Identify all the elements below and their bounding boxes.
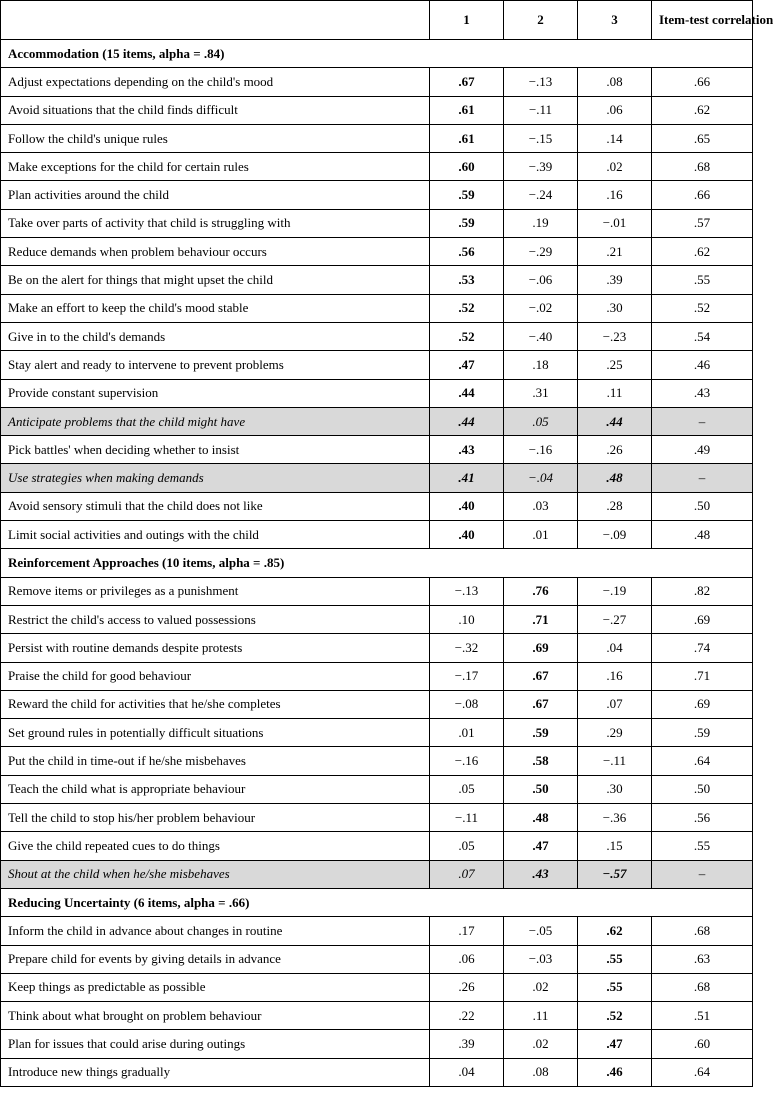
factor-1-loading: .61 <box>430 96 504 124</box>
factor-3-loading: .06 <box>578 96 652 124</box>
factor-1-loading: .60 <box>430 153 504 181</box>
item-test-correlation: .62 <box>652 238 753 266</box>
item-label: Limit social activities and outings with the child <box>1 521 430 549</box>
table-row <box>1 945 753 973</box>
factor-1-loading: .41 <box>430 464 504 492</box>
section-title: Accommodation (15 items, alpha = .84) <box>1 40 753 68</box>
table-row <box>1 775 753 803</box>
factor-3-loading: .44 <box>578 407 652 435</box>
factor-1-loading: .05 <box>430 775 504 803</box>
factor-1-loading: .39 <box>430 1030 504 1058</box>
table-row <box>1 492 753 520</box>
factor-3-loading: .11 <box>578 379 652 407</box>
item-test-correlation: .48 <box>652 521 753 549</box>
item-label: Avoid sensory stimuli that the child does not like <box>1 492 430 520</box>
factor-3-loading: .02 <box>578 153 652 181</box>
factor-2-loading: .18 <box>504 351 578 379</box>
factor-3-loading: .16 <box>578 181 652 209</box>
factor-1-loading: −.11 <box>430 804 504 832</box>
table-row <box>1 436 753 464</box>
item-test-correlation: .55 <box>652 266 753 294</box>
factor-2-loading: .03 <box>504 492 578 520</box>
item-test-correlation: .71 <box>652 662 753 690</box>
item-test-correlation: .65 <box>652 124 753 152</box>
header-factor-3: 3 <box>578 1 652 40</box>
factor-2-loading: .31 <box>504 379 578 407</box>
factor-2-loading: .69 <box>504 634 578 662</box>
item-label: Reward the child for activities that he/she completes <box>1 690 430 718</box>
factor-3-loading: −.27 <box>578 605 652 633</box>
item-label: Reduce demands when problem behaviour occurs <box>1 238 430 266</box>
table-row <box>1 1058 753 1086</box>
table-row <box>1 96 753 124</box>
item-label: Prepare child for events by giving details in advance <box>1 945 430 973</box>
table-row <box>1 690 753 718</box>
item-label: Think about what brought on problem behaviour <box>1 1002 430 1030</box>
item-label: Put the child in time-out if he/she misbehaves <box>1 747 430 775</box>
factor-1-loading: .40 <box>430 492 504 520</box>
factor-3-loading: −.11 <box>578 747 652 775</box>
item-label: Adjust expectations depending on the child's mood <box>1 68 430 96</box>
item-test-correlation: .55 <box>652 832 753 860</box>
item-test-correlation: .63 <box>652 945 753 973</box>
table-row <box>1 181 753 209</box>
item-test-correlation: .46 <box>652 351 753 379</box>
item-label: Keep things as predictable as possible <box>1 973 430 1001</box>
factor-2-loading: .50 <box>504 775 578 803</box>
factor-2-loading: −.06 <box>504 266 578 294</box>
item-test-correlation: .50 <box>652 775 753 803</box>
factor-1-loading: .56 <box>430 238 504 266</box>
table-row <box>1 1002 753 1030</box>
table-row <box>1 973 753 1001</box>
item-label: Follow the child's unique rules <box>1 124 430 152</box>
factor-3-loading: .25 <box>578 351 652 379</box>
item-label: Avoid situations that the child finds difficult <box>1 96 430 124</box>
factor-3-loading: .14 <box>578 124 652 152</box>
factor-2-loading: −.29 <box>504 238 578 266</box>
item-label: Take over parts of activity that child is struggling with <box>1 209 430 237</box>
item-test-correlation: .64 <box>652 1058 753 1086</box>
factor-2-loading: .47 <box>504 832 578 860</box>
item-test-correlation: .66 <box>652 68 753 96</box>
item-test-correlation: .64 <box>652 747 753 775</box>
factor-2-loading: .59 <box>504 719 578 747</box>
factor-1-loading: .40 <box>430 521 504 549</box>
factor-3-loading: .55 <box>578 945 652 973</box>
table-row <box>1 464 753 492</box>
header-row <box>1 1 753 40</box>
item-test-correlation: .60 <box>652 1030 753 1058</box>
table-row <box>1 747 753 775</box>
table-row <box>1 634 753 662</box>
section-header-row <box>1 549 753 577</box>
factor-1-loading: .52 <box>430 322 504 350</box>
item-test-correlation: – <box>652 860 753 888</box>
item-label: Plan for issues that could arise during outings <box>1 1030 430 1058</box>
item-test-correlation: .69 <box>652 605 753 633</box>
item-test-correlation: .54 <box>652 322 753 350</box>
factor-1-loading: .52 <box>430 294 504 322</box>
item-label: Introduce new things gradually <box>1 1058 430 1086</box>
item-label: Persist with routine demands despite protests <box>1 634 430 662</box>
factor-3-loading: .30 <box>578 775 652 803</box>
item-test-correlation: .57 <box>652 209 753 237</box>
factor-3-loading: .29 <box>578 719 652 747</box>
factor-3-loading: −.23 <box>578 322 652 350</box>
factor-1-loading: .59 <box>430 181 504 209</box>
item-label: Be on the alert for things that might upset the child <box>1 266 430 294</box>
factor-2-loading: .01 <box>504 521 578 549</box>
table-row <box>1 521 753 549</box>
factor-1-loading: .05 <box>430 832 504 860</box>
item-label: Shout at the child when he/she misbehaves <box>1 860 430 888</box>
factor-1-loading: .10 <box>430 605 504 633</box>
table-row <box>1 322 753 350</box>
factor-2-loading: −.05 <box>504 917 578 945</box>
factor-1-loading: .26 <box>430 973 504 1001</box>
table-row <box>1 124 753 152</box>
item-label: Give in to the child's demands <box>1 322 430 350</box>
factor-3-loading: .28 <box>578 492 652 520</box>
factor-1-loading: −.32 <box>430 634 504 662</box>
factor-3-loading: .46 <box>578 1058 652 1086</box>
factor-2-loading: .11 <box>504 1002 578 1030</box>
factor-3-loading: .55 <box>578 973 652 1001</box>
factor-3-loading: −.36 <box>578 804 652 832</box>
table-row <box>1 153 753 181</box>
table-row <box>1 804 753 832</box>
factor-2-loading: −.03 <box>504 945 578 973</box>
factor-2-loading: .43 <box>504 860 578 888</box>
factor-2-loading: .48 <box>504 804 578 832</box>
factor-1-loading: .59 <box>430 209 504 237</box>
factor-1-loading: −.13 <box>430 577 504 605</box>
item-test-correlation: .68 <box>652 917 753 945</box>
factor-3-loading: .16 <box>578 662 652 690</box>
factor-2-loading: .19 <box>504 209 578 237</box>
factor-1-loading: .07 <box>430 860 504 888</box>
header-factor-1: 1 <box>430 1 504 40</box>
factor-2-loading: −.02 <box>504 294 578 322</box>
section-title: Reducing Uncertainty (6 items, alpha = .66) <box>1 888 753 916</box>
factor-1-loading: .61 <box>430 124 504 152</box>
item-test-correlation: – <box>652 464 753 492</box>
item-label: Use strategies when making demands <box>1 464 430 492</box>
item-label: Set ground rules in potentially difficult situations <box>1 719 430 747</box>
table-row <box>1 577 753 605</box>
factor-1-loading: −.17 <box>430 662 504 690</box>
table-row <box>1 1030 753 1058</box>
table-row <box>1 860 753 888</box>
factor-3-loading: .21 <box>578 238 652 266</box>
header-item <box>1 1 430 40</box>
table-body <box>1 40 753 1087</box>
item-test-correlation: .56 <box>652 804 753 832</box>
item-label: Give the child repeated cues to do things <box>1 832 430 860</box>
table-row <box>1 209 753 237</box>
factor-1-loading: .67 <box>430 68 504 96</box>
factor-2-loading: −.11 <box>504 96 578 124</box>
table-row <box>1 238 753 266</box>
factor-3-loading: .07 <box>578 690 652 718</box>
item-test-correlation: .59 <box>652 719 753 747</box>
item-test-correlation: .49 <box>652 436 753 464</box>
factor-2-loading: −.15 <box>504 124 578 152</box>
table-row <box>1 662 753 690</box>
section-title: Reinforcement Approaches (10 items, alpha = .85) <box>1 549 753 577</box>
table-row <box>1 351 753 379</box>
factor-1-loading: .43 <box>430 436 504 464</box>
item-test-correlation: .52 <box>652 294 753 322</box>
item-test-correlation: .68 <box>652 973 753 1001</box>
factor-2-loading: .67 <box>504 690 578 718</box>
factor-2-loading: −.04 <box>504 464 578 492</box>
factor-1-loading: .53 <box>430 266 504 294</box>
item-test-correlation: .43 <box>652 379 753 407</box>
item-label: Make an effort to keep the child's mood stable <box>1 294 430 322</box>
item-label: Inform the child in advance about changes in routine <box>1 917 430 945</box>
factor-3-loading: −.19 <box>578 577 652 605</box>
item-test-correlation: – <box>652 407 753 435</box>
factor-2-loading: .02 <box>504 973 578 1001</box>
factor-1-loading: .47 <box>430 351 504 379</box>
factor-1-loading: .17 <box>430 917 504 945</box>
factor-2-loading: −.40 <box>504 322 578 350</box>
factor-2-loading: .76 <box>504 577 578 605</box>
table-row <box>1 407 753 435</box>
item-test-correlation: .51 <box>652 1002 753 1030</box>
table-row <box>1 68 753 96</box>
item-label: Provide constant supervision <box>1 379 430 407</box>
item-test-correlation: .82 <box>652 577 753 605</box>
item-label: Pick battles' when deciding whether to insist <box>1 436 430 464</box>
section-header-row <box>1 40 753 68</box>
factor-2-loading: −.24 <box>504 181 578 209</box>
factor-1-loading: −.08 <box>430 690 504 718</box>
factor-3-loading: .15 <box>578 832 652 860</box>
factor-2-loading: .05 <box>504 407 578 435</box>
factor-2-loading: .71 <box>504 605 578 633</box>
factor-3-loading: .62 <box>578 917 652 945</box>
item-test-correlation: .66 <box>652 181 753 209</box>
factor-3-loading: .52 <box>578 1002 652 1030</box>
factor-1-loading: .44 <box>430 379 504 407</box>
table-row <box>1 294 753 322</box>
header-factor-2: 2 <box>504 1 578 40</box>
item-test-correlation: .50 <box>652 492 753 520</box>
item-label: Stay alert and ready to intervene to prevent problems <box>1 351 430 379</box>
factor-1-loading: .06 <box>430 945 504 973</box>
table-row <box>1 719 753 747</box>
item-test-correlation: .69 <box>652 690 753 718</box>
header-item-test-correlation: Item-test correlation <box>652 1 753 40</box>
item-label: Teach the child what is appropriate behaviour <box>1 775 430 803</box>
factor-2-loading: .08 <box>504 1058 578 1086</box>
factor-2-loading: −.16 <box>504 436 578 464</box>
item-label: Restrict the child's access to valued possessions <box>1 605 430 633</box>
factor-1-loading: .04 <box>430 1058 504 1086</box>
item-test-correlation: .62 <box>652 96 753 124</box>
item-label: Plan activities around the child <box>1 181 430 209</box>
item-label: Tell the child to stop his/her problem behaviour <box>1 804 430 832</box>
table-row <box>1 917 753 945</box>
factor-1-loading: −.16 <box>430 747 504 775</box>
factor-3-loading: −.57 <box>578 860 652 888</box>
factor-2-loading: .58 <box>504 747 578 775</box>
table-row <box>1 379 753 407</box>
factor-2-loading: .02 <box>504 1030 578 1058</box>
factor-3-loading: .48 <box>578 464 652 492</box>
item-label: Anticipate problems that the child might have <box>1 407 430 435</box>
item-test-correlation: .74 <box>652 634 753 662</box>
factor-3-loading: .26 <box>578 436 652 464</box>
factor-3-loading: −.01 <box>578 209 652 237</box>
table-row <box>1 266 753 294</box>
factor-1-loading: .01 <box>430 719 504 747</box>
factor-3-loading: .08 <box>578 68 652 96</box>
factor-3-loading: −.09 <box>578 521 652 549</box>
factor-2-loading: −.39 <box>504 153 578 181</box>
table-row <box>1 832 753 860</box>
item-test-correlation: .68 <box>652 153 753 181</box>
factor-2-loading: −.13 <box>504 68 578 96</box>
factor-1-loading: .22 <box>430 1002 504 1030</box>
factor-3-loading: .47 <box>578 1030 652 1058</box>
item-label: Praise the child for good behaviour <box>1 662 430 690</box>
factor-3-loading: .04 <box>578 634 652 662</box>
table-row <box>1 605 753 633</box>
factor-3-loading: .39 <box>578 266 652 294</box>
factor-1-loading: .44 <box>430 407 504 435</box>
factor-2-loading: .67 <box>504 662 578 690</box>
factor-3-loading: .30 <box>578 294 652 322</box>
item-label: Remove items or privileges as a punishment <box>1 577 430 605</box>
section-header-row <box>1 888 753 916</box>
item-label: Make exceptions for the child for certain rules <box>1 153 430 181</box>
